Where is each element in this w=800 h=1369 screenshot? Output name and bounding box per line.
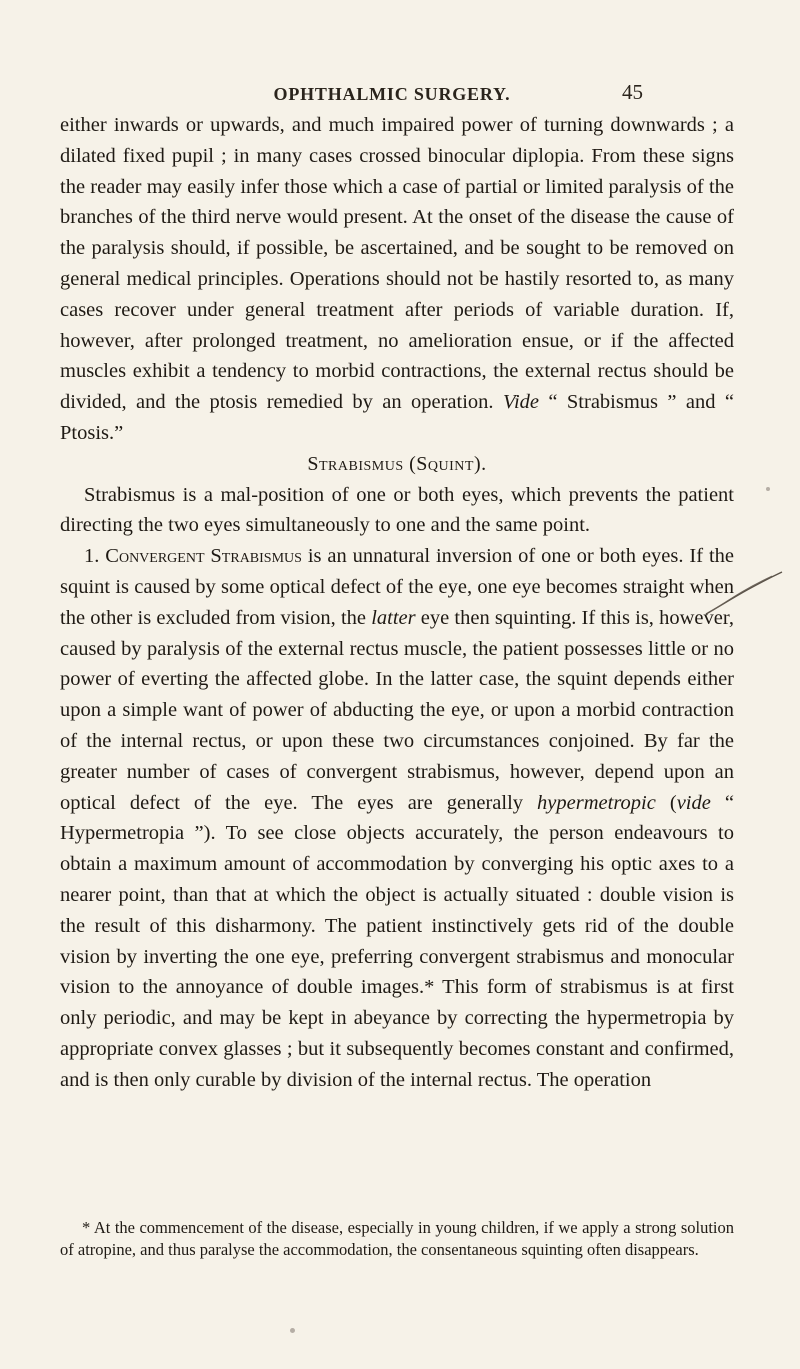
paragraph-convergent-strabismus	[60, 541, 734, 1095]
pencil-mark	[702, 568, 786, 618]
footnote-text: * At the commencement of the disease, especially in young children, if we apply a strong solution of atropine, and thus paralyse the accommodation, the consentaneous squinting often disappears.	[60, 1218, 734, 1259]
list-number: 1.	[84, 545, 106, 568]
ink-speck-2	[290, 1328, 295, 1333]
text-part-d: “ Hypermetropia ”). To see close objects accurately, the person endeavours to obtain a maximum amount of accommodation by converging his optic axes to a nearer point, than that at which the object is actually situated : double vision is the result of this disharmony. The patient instinctively gets rid of the double vision by inverting the one eye, preferring convergent strabismus and monocular vision to the annoyance of double images.* This form of strabismus is at first only periodic, and may be kept in abeyance by correcting the hypermetropia by appropriate convex glasses ; but it subsequently becomes constant and confirmed, and is then only curable by division of the internal rectus. The operation	[60, 791, 734, 1091]
ink-speck	[766, 487, 770, 491]
vide-italic-2: vide	[676, 791, 711, 814]
section-heading: Strabismus (Squint).	[307, 452, 487, 475]
vide-italic: Vide	[502, 391, 539, 414]
text-part-c: (	[655, 791, 677, 814]
text-part-a: is an unnatural inversion of one or both eyes. If the squint is caused by some optical defect of the eye, one eye becomes straight when the other is excluded from vision, the	[60, 545, 734, 629]
running-head: OPHTHALMIC SURGERY.	[273, 84, 511, 104]
paragraph-paralysis	[60, 110, 734, 449]
hypermetropic-italic: hypermetropic	[537, 791, 656, 814]
page-number: 45	[622, 80, 643, 104]
paragraph-paralysis-tail: “ Strabismus ” and “ Ptosis.”	[60, 391, 735, 444]
paragraph-strabismus-definition: Strabismus is a mal-position of one or both eyes, which prevents the patient directing the two eyes simultaneously to one and the same point.	[60, 483, 734, 537]
body-text	[60, 110, 734, 1096]
latter-italic: latter	[371, 606, 416, 629]
term-convergent-strabismus: Convergent Strabismus	[105, 545, 302, 568]
text-part-b: eye then squinting. If this is, however, caused by paralysis of the external rectus muscle, the patient possesses little or no power of everting the affected globe. In the latter case, the squint depends either upon a simple want of power of abducting the eye, or upon a morbid contraction of the internal rectus, or upon these two circumstances conjoined. By far the greater number of cases of convergent strabismus, however, depend upon an optical defect of the eye. The eyes are generally	[60, 606, 734, 814]
footnote	[60, 1217, 734, 1260]
paragraph-paralysis-text: either inwards or upwards, and much impaired power of turning downwards ; a dilated fixed pupil ; in many cases crossed binocular diplopia. From these signs the reader may easily infer those which a case of partial or limited paralysis of the branches of the third nerve would present. At the onset of the disease the cause of the paralysis should, if possible, be ascertained, and be sought to be removed on general medical principles. Operations should not be hastily resorted to, as many cases recover under general treatment after periods of variable duration. If, however, after prolonged treatment, no amelioration ensue, or if the affected muscles exhibit a tendency to morbid contractions, the external rectus should be divided, and the ptosis remedied by an operation.	[60, 114, 734, 414]
